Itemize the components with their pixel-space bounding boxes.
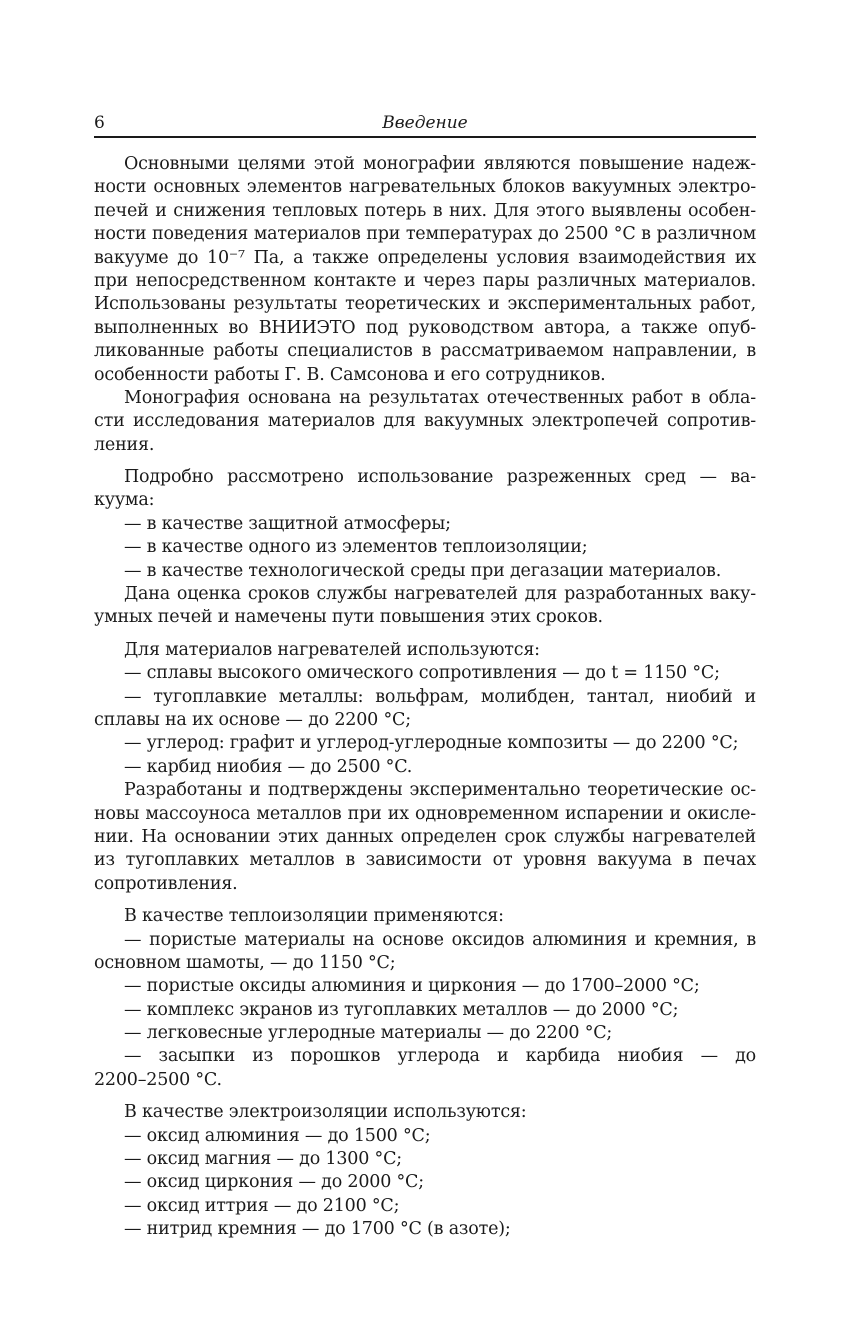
text-line: — комплекс экранов из тугоплавких металлов — до 2000 °C; xyxy=(124,999,679,1020)
text-line: — в качестве одного из элементов теплоизоляции; xyxy=(124,537,588,558)
text-line: новы массоуноса металлов при их одновременном испарении и окисле- xyxy=(94,803,756,824)
text-line: умных печей и намечены пути повышения этих сроков. xyxy=(94,607,603,628)
text-line: — в качестве технологической среды при дегазации материалов. xyxy=(124,560,722,581)
text-line: Дана оценка сроков службы нагревателей для разработанных ваку- xyxy=(124,584,756,605)
text-line: печей и снижения тепловых потерь в них. Для этого выявлены особен- xyxy=(94,200,756,221)
text-line: — нитрид кремния — до 1700 °C (в азоте); xyxy=(124,1219,511,1240)
text-line: сти исследования материалов для вакуумных электропечей сопротив- xyxy=(94,411,756,432)
text-line: ликованные работы специалистов в рассматриваемом направлении, в xyxy=(94,341,756,362)
text-line: из тугоплавких металлов в зависимости от уровня вакуума в печах xyxy=(94,850,756,871)
text-line: — пористые материалы на основе оксидов алюминия и кремния, в xyxy=(124,929,756,950)
text-line: куума: xyxy=(94,490,155,511)
text-line: — сплавы высокого омического сопротивления — до t = 1150 °C; xyxy=(124,663,720,684)
text-line: — засыпки из порошков углерода и карбида ниобия — до xyxy=(124,1046,756,1067)
text-line: В качестве электроизоляции используются: xyxy=(124,1102,527,1123)
text-line: — углерод: графит и углерод-углеродные композиты — до 2200 °C; xyxy=(124,733,739,754)
text-line: особенности работы Г. В. Самсонова и его сотрудников. xyxy=(94,364,606,385)
body-text xyxy=(94,153,756,1242)
text-line: Монография основана на результатах отечественных работ в обла- xyxy=(124,387,756,408)
text-line: — в качестве защитной атмосферы; xyxy=(124,513,451,534)
text-line: выполненных во ВНИИЭТО под руководством автора, а также опуб- xyxy=(94,317,756,338)
text-line: нии. На основании этих данных определен срок службы нагревателей xyxy=(94,826,756,847)
text-line: — оксид магния — до 1300 °C; xyxy=(124,1149,402,1170)
text-line: ления. xyxy=(94,434,155,455)
text-line: вакууме до 10⁻⁷ Па, а также определены условия взаимодействия их xyxy=(94,247,756,268)
text-line: — оксид циркония — до 2000 °C; xyxy=(124,1172,424,1193)
running-title: Введение xyxy=(382,113,468,133)
text-line: — карбид ниобия — до 2500 °C. xyxy=(124,756,413,777)
text-line: Использованы результаты теоретических и экспериментальных работ, xyxy=(94,294,756,315)
text-line: Основными целями этой монографии являются повышение надеж- xyxy=(124,154,756,174)
text-line: Подробно рассмотрено использование разреженных сред — ва- xyxy=(124,467,756,488)
text-line: основном шамоты, — до 1150 °C; xyxy=(94,952,396,973)
text-line: Разработаны и подтверждены экспериментально теоретические ос- xyxy=(124,780,756,801)
text-line: — оксид иттрия — до 2100 °C; xyxy=(124,1195,400,1216)
text-line: — пористые оксиды алюминия и циркония — до 1700–2000 °C; xyxy=(124,976,700,997)
text-line: — оксид алюминия — до 1500 °C; xyxy=(124,1125,431,1146)
page-number: 6 xyxy=(94,113,105,133)
text-line: при непосредственном контакте и через пары различных материалов. xyxy=(94,270,756,291)
text-line: сплавы на их основе — до 2200 °C; xyxy=(94,709,411,730)
page-header xyxy=(94,110,756,138)
text-line: ности поведения материалов при температурах до 2500 °C в различном xyxy=(94,224,756,245)
text-line: В качестве теплоизоляции применяются: xyxy=(124,906,504,927)
text-line: сопротивления. xyxy=(94,873,238,894)
text-line: ности основных элементов нагревательных блоков вакуумных электро- xyxy=(94,177,756,198)
text-line: — тугоплавкие металлы: вольфрам, молибден, тантал, ниобий и xyxy=(124,686,756,707)
text-line: Для материалов нагревателей используются: xyxy=(124,639,540,660)
text-line: — легковесные углеродные материалы — до 2200 °C; xyxy=(124,1023,613,1044)
text-line: 2200–2500 °C. xyxy=(94,1069,222,1090)
